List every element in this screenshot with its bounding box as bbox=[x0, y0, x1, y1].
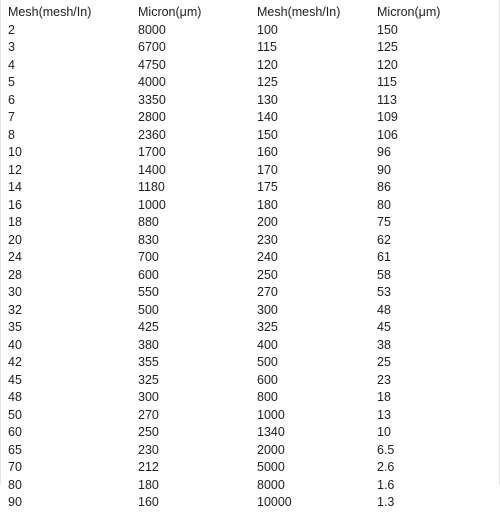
mesh-right-cell: 270 bbox=[257, 285, 278, 299]
mesh-left-cell: 65 bbox=[8, 442, 22, 457]
mesh-left-cell: 16 bbox=[8, 197, 22, 212]
micron-right-cell: 23 bbox=[377, 372, 391, 387]
mesh-right-cell: 1000 bbox=[257, 407, 285, 422]
column-header-mesh-right: Mesh(mesh/In) bbox=[257, 5, 341, 19]
micron-left-cell: 230 bbox=[138, 442, 159, 457]
mesh-left-cell: 60 bbox=[8, 425, 22, 439]
mesh-right-cell: 1340 bbox=[257, 425, 285, 439]
micron-left-cell: 4000 bbox=[138, 75, 166, 89]
micron-right-cell: 6.5 bbox=[377, 442, 395, 457]
micron-left-cell: 2800 bbox=[138, 110, 166, 124]
table-row bbox=[8, 39, 496, 57]
mesh-left-cell: 10 bbox=[8, 145, 22, 159]
mesh-right-cell: 250 bbox=[257, 267, 278, 282]
micron-left-cell: 600 bbox=[138, 267, 159, 282]
table-row bbox=[8, 302, 496, 320]
micron-right-cell: 96 bbox=[377, 145, 391, 159]
mesh-left-cell: 48 bbox=[8, 390, 22, 404]
micron-left-cell: 355 bbox=[138, 355, 159, 369]
mesh-left-cell: 4 bbox=[8, 57, 15, 72]
mesh-left-cell: 42 bbox=[8, 355, 22, 369]
mesh-left-cell: 90 bbox=[8, 495, 22, 509]
micron-right-cell: 115 bbox=[377, 75, 397, 89]
mesh-left-cell: 40 bbox=[8, 337, 22, 352]
table-row bbox=[8, 162, 496, 180]
table-body bbox=[8, 22, 496, 512]
mesh-right-cell: 300 bbox=[257, 302, 278, 317]
mesh-left-cell: 50 bbox=[8, 407, 22, 422]
micron-left-cell: 830 bbox=[138, 232, 159, 247]
mesh-right-cell: 125 bbox=[257, 75, 278, 89]
table-row bbox=[8, 424, 496, 442]
micron-left-cell: 2360 bbox=[138, 127, 166, 142]
mesh-left-cell: 6 bbox=[8, 92, 15, 107]
micron-right-cell: 61 bbox=[377, 250, 391, 264]
micron-left-cell: 500 bbox=[138, 302, 159, 317]
table-row bbox=[8, 74, 496, 92]
micron-left-cell: 380 bbox=[138, 337, 159, 352]
mesh-right-cell: 175 bbox=[257, 180, 278, 194]
mesh-left-cell: 24 bbox=[8, 250, 22, 264]
table-row bbox=[8, 319, 496, 337]
micron-left-cell: 880 bbox=[138, 215, 159, 229]
micron-left-cell: 6700 bbox=[138, 40, 166, 54]
micron-left-cell: 212 bbox=[138, 460, 159, 474]
table-row bbox=[8, 442, 496, 460]
mesh-right-cell: 230 bbox=[257, 232, 278, 247]
table-row bbox=[8, 494, 496, 512]
mesh-right-cell: 140 bbox=[257, 110, 278, 124]
micron-right-cell: 86 bbox=[377, 180, 391, 194]
table-row bbox=[8, 22, 496, 40]
mesh-right-cell: 2000 bbox=[257, 442, 285, 457]
micron-left-cell: 550 bbox=[138, 285, 159, 299]
mesh-right-cell: 150 bbox=[257, 127, 278, 142]
micron-left-cell: 425 bbox=[138, 320, 159, 334]
mesh-left-cell: 30 bbox=[8, 285, 22, 299]
table-row bbox=[8, 354, 496, 372]
micron-right-cell: 106 bbox=[377, 127, 398, 142]
micron-left-cell: 1000 bbox=[138, 197, 166, 212]
table-row bbox=[8, 372, 496, 390]
mesh-right-cell: 100 bbox=[257, 22, 278, 37]
micron-left-cell: 160 bbox=[138, 495, 159, 509]
table-row bbox=[8, 337, 496, 355]
mesh-left-cell: 28 bbox=[8, 267, 22, 282]
micron-left-cell: 1700 bbox=[138, 145, 166, 159]
micron-right-cell: 1.6 bbox=[377, 477, 395, 492]
table-row bbox=[8, 232, 496, 250]
micron-right-cell: 109 bbox=[377, 110, 398, 124]
mesh-right-cell: 130 bbox=[257, 92, 278, 107]
table-row bbox=[8, 477, 496, 495]
micron-right-cell: 150 bbox=[377, 22, 398, 37]
table-row bbox=[8, 407, 496, 425]
mesh-left-cell: 2 bbox=[8, 22, 15, 37]
micron-left-cell: 1400 bbox=[138, 162, 166, 177]
mesh-right-cell: 200 bbox=[257, 215, 278, 229]
mesh-right-cell: 170 bbox=[257, 162, 278, 177]
micron-left-cell: 700 bbox=[138, 250, 159, 264]
mesh-right-cell: 115 bbox=[257, 40, 277, 54]
micron-left-cell: 3350 bbox=[138, 92, 166, 107]
micron-right-cell: 13 bbox=[377, 407, 391, 422]
table-row bbox=[8, 249, 496, 267]
micron-right-cell: 120 bbox=[377, 57, 398, 72]
micron-right-cell: 10 bbox=[377, 425, 391, 439]
column-header-micron-left: Micron(μm) bbox=[138, 5, 202, 19]
mesh-left-cell: 3 bbox=[8, 40, 15, 54]
table-row bbox=[8, 284, 496, 302]
micron-right-cell: 75 bbox=[377, 215, 391, 229]
mesh-left-cell: 7 bbox=[8, 110, 15, 124]
table-row bbox=[8, 109, 496, 127]
micron-right-cell: 25 bbox=[377, 355, 391, 369]
mesh-left-cell: 18 bbox=[8, 215, 22, 229]
mesh-left-cell: 12 bbox=[8, 162, 22, 177]
table-row bbox=[8, 144, 496, 162]
column-header-mesh-left: Mesh(mesh/In) bbox=[8, 5, 92, 19]
mesh-left-cell: 8 bbox=[8, 127, 15, 142]
mesh-left-cell: 80 bbox=[8, 477, 22, 492]
micron-right-cell: 45 bbox=[377, 320, 391, 334]
mesh-right-cell: 5000 bbox=[257, 460, 285, 474]
micron-right-cell: 80 bbox=[377, 197, 391, 212]
mesh-left-cell: 5 bbox=[8, 75, 15, 89]
table-row bbox=[8, 214, 496, 232]
mesh-right-cell: 325 bbox=[257, 320, 278, 334]
mesh-right-cell: 600 bbox=[257, 372, 278, 387]
table-row bbox=[8, 127, 496, 145]
micron-right-cell: 48 bbox=[377, 302, 391, 317]
mesh-left-cell: 45 bbox=[8, 372, 22, 387]
micron-right-cell: 90 bbox=[377, 162, 391, 177]
micron-left-cell: 4750 bbox=[138, 57, 166, 72]
micron-right-cell: 18 bbox=[377, 390, 391, 404]
micron-left-cell: 250 bbox=[138, 425, 159, 439]
micron-left-cell: 8000 bbox=[138, 22, 166, 37]
micron-right-cell: 113 bbox=[377, 92, 397, 107]
micron-right-cell: 2.6 bbox=[377, 460, 395, 474]
micron-right-cell: 53 bbox=[377, 285, 391, 299]
mesh-right-cell: 800 bbox=[257, 390, 278, 404]
micron-left-cell: 325 bbox=[138, 372, 159, 387]
table-row bbox=[8, 179, 496, 197]
mesh-right-cell: 400 bbox=[257, 337, 278, 352]
mesh-right-cell: 160 bbox=[257, 145, 278, 159]
micron-right-cell: 125 bbox=[377, 40, 398, 54]
micron-left-cell: 180 bbox=[138, 477, 159, 492]
mesh-left-cell: 35 bbox=[8, 320, 22, 334]
mesh-right-cell: 500 bbox=[257, 355, 278, 369]
micron-left-cell: 1180 bbox=[138, 180, 165, 194]
table-row bbox=[8, 389, 496, 407]
table-row bbox=[8, 57, 496, 75]
micron-right-cell: 62 bbox=[377, 232, 391, 247]
mesh-left-cell: 70 bbox=[8, 460, 22, 474]
micron-right-cell: 58 bbox=[377, 267, 391, 282]
micron-right-cell: 38 bbox=[377, 337, 391, 352]
column-header-micron-right: Micron(μm) bbox=[377, 5, 441, 19]
table-row bbox=[8, 459, 496, 477]
mesh-left-cell: 14 bbox=[8, 180, 22, 194]
table-header-row bbox=[8, 4, 496, 22]
micron-left-cell: 300 bbox=[138, 390, 159, 404]
mesh-left-cell: 32 bbox=[8, 302, 22, 317]
micron-right-cell: 1.3 bbox=[377, 495, 395, 509]
mesh-right-cell: 240 bbox=[257, 250, 278, 264]
micron-left-cell: 270 bbox=[138, 407, 159, 422]
table-row bbox=[8, 197, 496, 215]
mesh-right-cell: 180 bbox=[257, 197, 278, 212]
table-row bbox=[8, 267, 496, 285]
mesh-left-cell: 20 bbox=[8, 232, 22, 247]
table-row bbox=[8, 92, 496, 110]
mesh-right-cell: 8000 bbox=[257, 477, 285, 492]
mesh-right-cell: 120 bbox=[257, 57, 278, 72]
mesh-micron-table bbox=[8, 4, 496, 512]
mesh-right-cell: 10000 bbox=[257, 495, 292, 509]
